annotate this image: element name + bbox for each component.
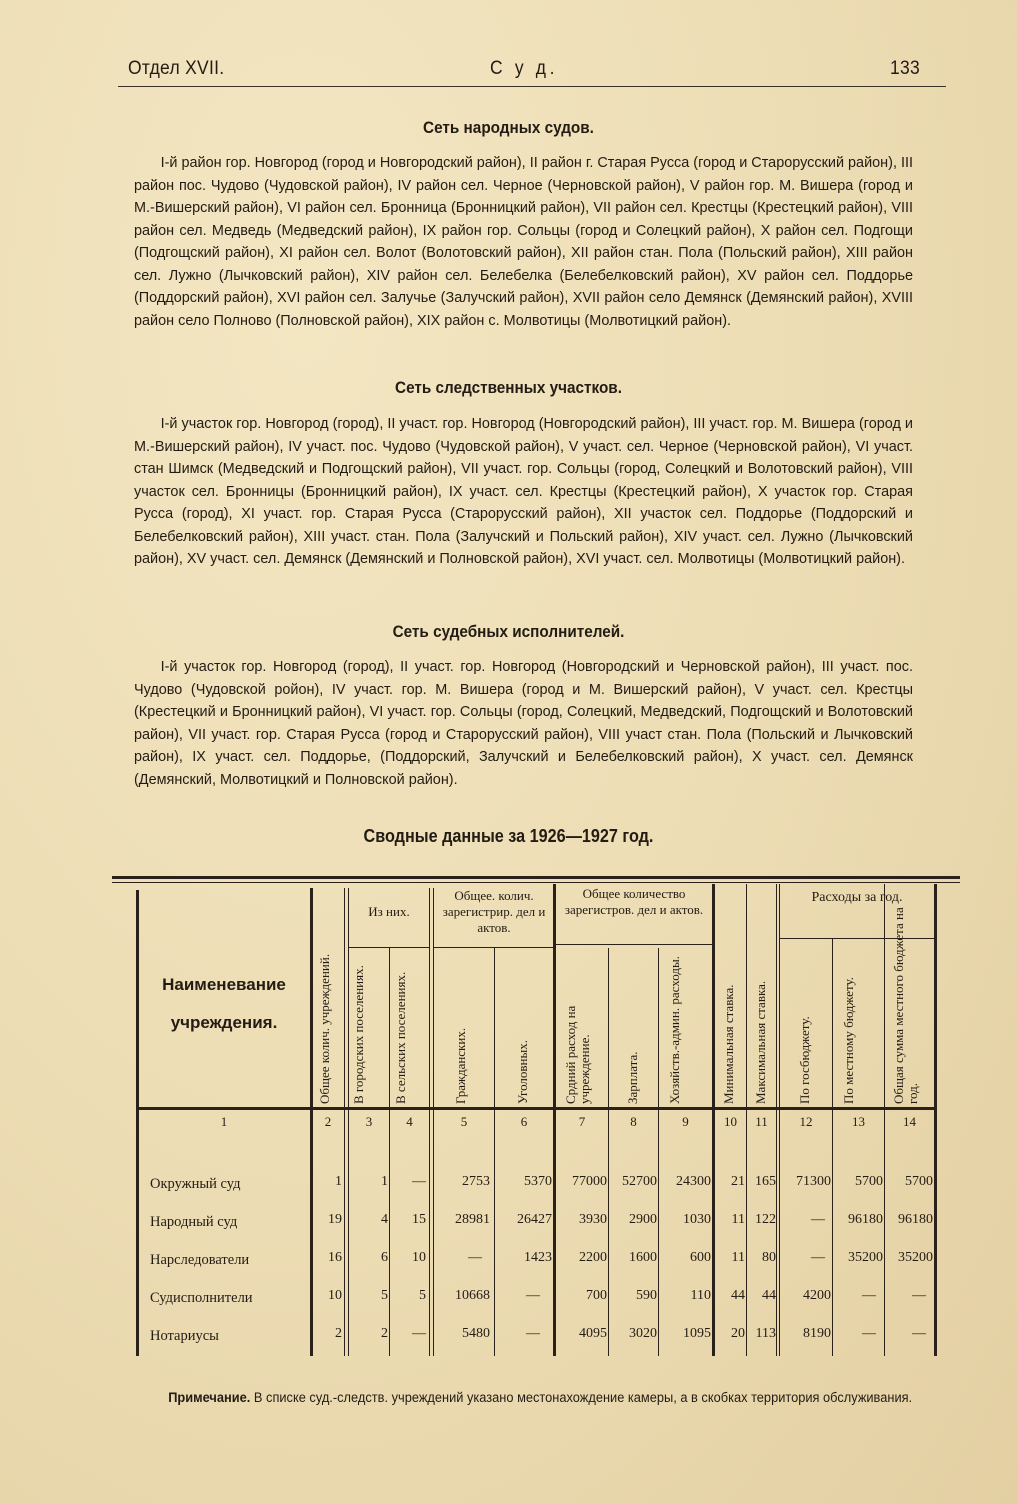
- running-head: [128, 58, 938, 88]
- page-number: 133: [890, 58, 921, 79]
- cell: —: [412, 1174, 426, 1189]
- cell: 4200: [803, 1288, 831, 1303]
- row-name: Нарследователи: [150, 1252, 250, 1268]
- subheader-rule: [556, 944, 713, 945]
- cell: 600: [690, 1250, 711, 1265]
- cell: 21: [731, 1174, 745, 1189]
- cell: 2200: [579, 1250, 607, 1265]
- row-name: Нотариусы: [150, 1328, 219, 1344]
- cell: 10: [328, 1288, 342, 1303]
- table-right-border: [934, 884, 937, 1356]
- header-state-budget: По госбюджету.: [797, 1016, 812, 1104]
- cell: 3020: [629, 1326, 657, 1341]
- paragraph-bailiffs: I-й участок гор. Новгород (город), II участ. гор. Новгород (Новгородский и Черновской район), III участ. пос. Чудово (Чудовской ройон), IV участ. гор. М. Вишера (город и М. Вишерский район), V участ. сел. Крестцы (Крестецкий и Бронницкий район), VI участ. гор. Сольцы (город, Солецкий, Медведский, Подгощский и Волотовский район), VII участ. гор. Старая Русса (город и Старорусский район), VIII участ стан. Пола (Польский и Лычковский район), IX участ. сел. Поддорье, (Поддорский, Залучский и Белебелковский район), X участ. сел. Демянск (Демянский, Молвотицкий и Полновской район).: [134, 658, 914, 788]
- cell: 52700: [622, 1174, 657, 1189]
- cell: 28981: [455, 1212, 490, 1227]
- cell: 1030: [683, 1212, 711, 1227]
- cell: 2: [335, 1326, 342, 1341]
- section-title: С у д.: [490, 58, 559, 79]
- header-local-budget: По местному бюджету.: [841, 977, 856, 1104]
- column-number: 14: [903, 1114, 916, 1129]
- header-name: [138, 966, 310, 1042]
- column-number: 11: [755, 1114, 768, 1129]
- cell: 5370: [524, 1174, 552, 1189]
- cell: 19: [328, 1212, 342, 1227]
- cell: 2900: [629, 1212, 657, 1227]
- header-local-total: Общая сумма местного бюджета на год.: [891, 907, 920, 1104]
- table-top-rule: [112, 876, 960, 879]
- cell: 35200: [848, 1250, 883, 1265]
- header-registered-group: Общее. колич. зарегистрир. дел и актов.: [442, 888, 546, 935]
- column-number: 1: [220, 1114, 228, 1129]
- column-number: 4: [406, 1114, 413, 1129]
- cell: —: [862, 1288, 876, 1303]
- cell: 35200: [898, 1250, 933, 1265]
- col-divider: [429, 888, 430, 1356]
- cell: 44: [731, 1288, 745, 1303]
- row-name: Народный суд: [150, 1214, 238, 1230]
- cell: 3930: [579, 1212, 607, 1227]
- cell: 96180: [898, 1212, 933, 1227]
- cell: 4095: [579, 1326, 607, 1341]
- cell: 1600: [629, 1250, 657, 1265]
- footnote-text: В списке суд.-следств. учреждений указано местонахождение камеры, а в скобках территория обслуживания.: [253, 1390, 913, 1405]
- heading-people-courts: Сеть народных судов.: [423, 118, 594, 137]
- cell: —: [468, 1250, 482, 1265]
- cell: 26427: [517, 1212, 552, 1227]
- heading-bailiffs: Сеть судебных исполнителей.: [392, 622, 625, 641]
- subheader-rule: [348, 947, 430, 948]
- cell: 5480: [462, 1326, 490, 1341]
- cell: —: [811, 1250, 825, 1265]
- table-title: Сводные данные за 1926—1927 год.: [363, 826, 654, 846]
- column-number: 2: [324, 1114, 332, 1129]
- cell: 5: [381, 1288, 388, 1303]
- header-name-line1: Наименевание: [162, 975, 286, 994]
- cell: —: [912, 1288, 926, 1303]
- cell: 77000: [572, 1174, 607, 1189]
- column-number: 9: [682, 1114, 689, 1129]
- cell: 6: [381, 1250, 388, 1265]
- cell: 11: [731, 1212, 745, 1227]
- cell: —: [412, 1326, 426, 1341]
- paragraph-investigation-districts: I-й участок гор. Новгород (город), II участ. гор. Новгород (Новгородский район), III участ. гор. М. Вишера (город и М.-Вишерский район), IV участ. пос. Чудово (Чудовской район), V участ. сел. Черное (Черновской район), VI участ. стан Шимск (Медведский и Подгощский район), VII участ. гор. Сольцы (город, Солецкий и Волотовский район), VIII участок сел. Бронницы (Бронницкий район), IX участ. сел. Крестцы (Крестецкий район), X участок гор. Старая Русса (город), XI участ. гор. Старая Русса (Старорусский район), XII участок сел. Поддорье (Поддорский и Белебелковский район), XIII участ. стан. Пола (Залучский и Польский район), XIV участ. сел. Лужно (Лычковский район), XV участ. сел. Демянск (Демянский и Полновской район), XVI участ. сел. Молвотицы (Молвотицкий район).: [134, 415, 914, 567]
- cell: 122: [755, 1212, 776, 1227]
- header-avg-expense: Срдний расход на учреждение.: [563, 1005, 592, 1104]
- cell: —: [526, 1288, 540, 1303]
- cell: 1423: [524, 1250, 552, 1265]
- column-number: 7: [578, 1114, 586, 1129]
- section-label: Отдел XVII.: [128, 58, 225, 79]
- cell: 2753: [462, 1174, 490, 1189]
- header-salary: Зарплата.: [625, 1051, 640, 1104]
- header-admin: Хозяйств.-админ. расходы.: [667, 956, 682, 1104]
- header-bottom-rule: [136, 1107, 937, 1110]
- cell: 44: [762, 1288, 776, 1303]
- row-name: Окружный суд: [150, 1176, 241, 1192]
- paragraph-people-courts: I-й район гор. Новгород (город и Новгородский район), II район г. Старая Русса (город и Старорусский район), III район пос. Чудово (Чудовской район), IV район сел. Черное (Черновской район), V район гор. М. Вишера (город и М.-Вишерский район), VI район сел. Бронница (Бронницкий район), VII район сел. Крестцы (Крестецкий район), VIII район сел. Медведь (Медведский район), IX район гор. Сольцы (город и Солецкий район), X район сел. Подгощи (Подгощский район), XI район сел. Волот (Волотовский район), XII район стан. Пола (Польский район), XIII район сел. Лужно (Лычковский район), XIV район сел. Белебелка (Белебелковский район), XV район сел. Поддорье (Поддорский район), XVI район сел. Залучье (Залучский район), XVII район село Демянск (Демянский район), XVIII район село Полново (Полновской район), XIX район с. Молвотицы (Молвотицкий район).: [134, 154, 914, 329]
- cell: 5700: [905, 1174, 933, 1189]
- col-divider: [344, 888, 345, 1356]
- column-number: 6: [520, 1114, 528, 1129]
- cell: —: [811, 1212, 825, 1227]
- cell: 15: [412, 1212, 426, 1227]
- cell: 590: [636, 1288, 657, 1303]
- cell: 11: [731, 1250, 745, 1265]
- header-rural: В сельских поселениях.: [393, 971, 408, 1104]
- header-max-rate: Максимальная ставка.: [753, 980, 768, 1104]
- cell: 700: [586, 1288, 607, 1303]
- header-of-them: Из них.: [368, 904, 410, 919]
- header-criminal: Уголовных.: [515, 1040, 530, 1104]
- cell: 1: [335, 1174, 342, 1189]
- column-number: 12: [799, 1114, 813, 1129]
- column-number: 10: [724, 1114, 737, 1129]
- header-total: Общее колич. учреждений.: [317, 953, 332, 1104]
- header-name-line2: учреждения.: [170, 1013, 278, 1032]
- cell: 24300: [676, 1174, 711, 1189]
- cell: 113: [755, 1326, 776, 1341]
- column-number: 3: [365, 1114, 373, 1129]
- header-min-rate: Минимальная ставка.: [721, 984, 736, 1104]
- cell: 110: [690, 1288, 711, 1303]
- row-name: Судисполнители: [150, 1290, 253, 1306]
- cell: 96180: [848, 1212, 883, 1227]
- cell: 10: [412, 1250, 426, 1265]
- heading-investigation-districts: Сеть следственных участков.: [395, 378, 622, 397]
- header-expenses-group: Расходы за год.: [811, 890, 903, 905]
- col-divider: [776, 884, 777, 1356]
- column-number: 5: [460, 1114, 468, 1129]
- column-number: 13: [852, 1114, 865, 1129]
- cell: 80: [762, 1250, 776, 1265]
- cell: 10668: [455, 1288, 490, 1303]
- header-civil: Гражданских.: [453, 1027, 468, 1104]
- cell: 5700: [855, 1174, 883, 1189]
- cell: 2: [381, 1326, 388, 1341]
- summary-table: [112, 876, 960, 1356]
- cell: 1095: [683, 1326, 711, 1341]
- cell: 8190: [803, 1326, 831, 1341]
- cell: —: [912, 1326, 926, 1341]
- cell: 20: [731, 1326, 745, 1341]
- footnote-label: Примечание.: [168, 1390, 251, 1405]
- header-urban: В городских поселениях.: [351, 965, 366, 1104]
- header-rule: [118, 86, 946, 87]
- cell: —: [862, 1326, 876, 1341]
- cell: 71300: [796, 1174, 831, 1189]
- subheader-rule: [433, 947, 554, 948]
- cell: 165: [755, 1174, 776, 1189]
- cell: 16: [328, 1250, 342, 1265]
- cell: —: [526, 1326, 540, 1341]
- header-registered-group2: Общее количество зарегистров. дел и актов.: [564, 886, 704, 917]
- cell: 1: [381, 1174, 388, 1189]
- cell: 5: [419, 1288, 426, 1303]
- table-top-rule-thin: [112, 882, 960, 883]
- footnote: [134, 1388, 923, 1408]
- column-number: 8: [630, 1114, 637, 1129]
- cell: 4: [381, 1212, 388, 1227]
